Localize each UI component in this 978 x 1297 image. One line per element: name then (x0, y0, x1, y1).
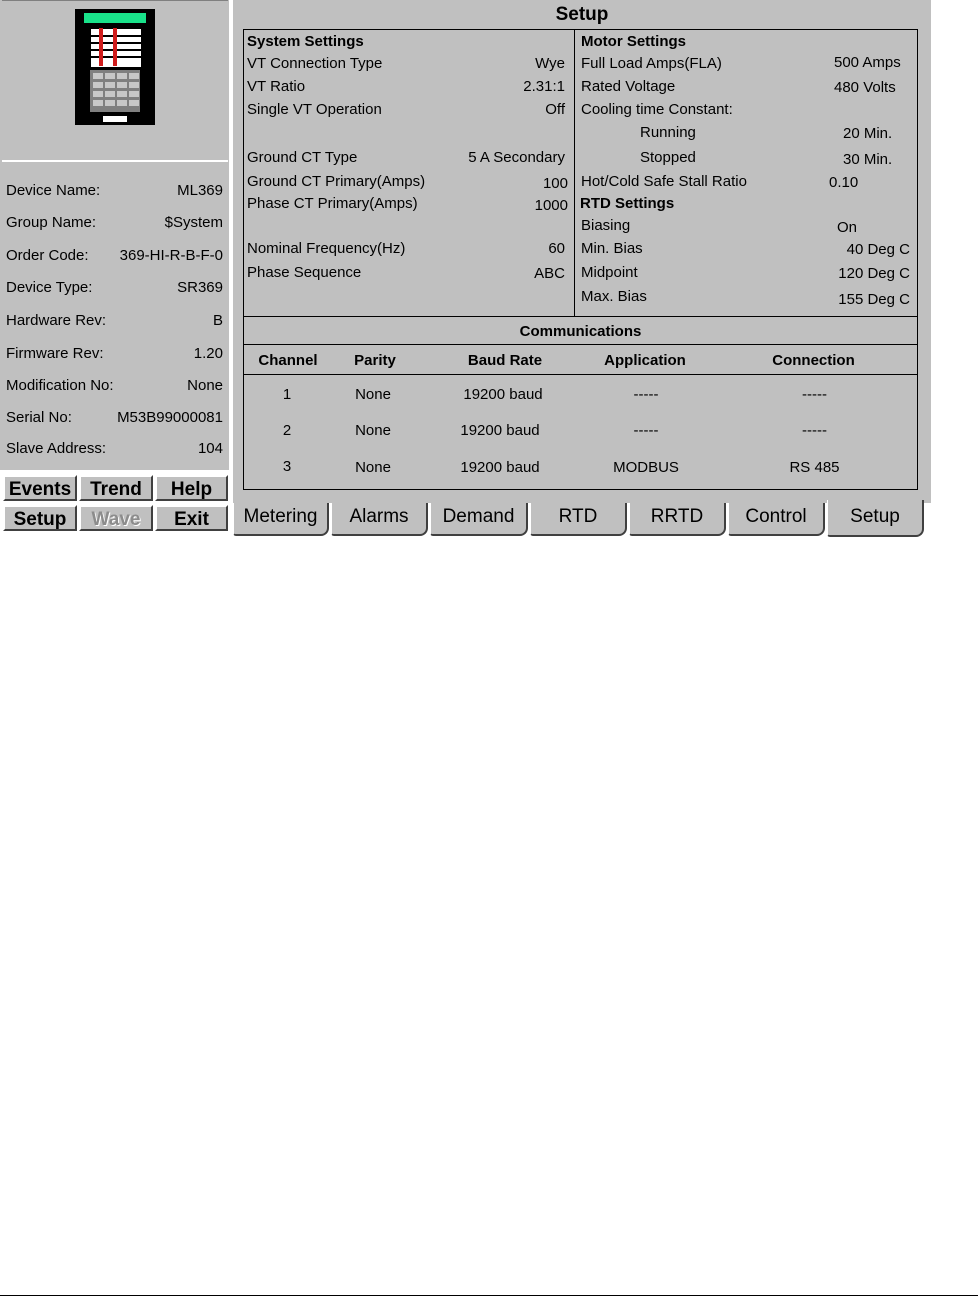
info-label: Firmware Rev: (6, 345, 104, 362)
settings-value: Wye (535, 55, 565, 72)
info-label: Slave Address: (6, 440, 107, 457)
comm-cell-connection: ----- (802, 422, 827, 439)
running-label: Running (640, 124, 696, 141)
rtd-value: On (837, 219, 858, 236)
rtd-value: 155 Deg C (838, 291, 910, 308)
fla-label: Full Load Amps(FLA) (581, 55, 722, 72)
tab-metering[interactable]: Metering (233, 503, 329, 536)
events-button[interactable]: Events (3, 475, 77, 501)
info-group-name (6, 212, 223, 234)
tab-alarms[interactable]: Alarms (331, 503, 428, 536)
communications-heading: Communications (519, 323, 642, 340)
info-value: 1.20 (193, 345, 223, 362)
settings-label: VT Connection Type (247, 55, 383, 72)
wave-button[interactable]: Wave (79, 505, 153, 531)
info-value: ML369 (177, 182, 223, 199)
info-modification-no (6, 375, 223, 397)
info-order-code (6, 245, 223, 267)
settings-value: 1000 (534, 197, 568, 214)
settings-value: Off (545, 101, 565, 118)
stopped-label: Stopped (640, 149, 696, 166)
rtd-value: 40 Deg C (846, 241, 910, 258)
page-title: Setup (555, 4, 609, 25)
relay-device-icon (75, 9, 155, 125)
column-header-application: Application (604, 352, 686, 369)
info-hardware-rev (6, 310, 223, 332)
cooling-label: Cooling time Constant: (581, 101, 733, 118)
settings-value: 100 (542, 175, 568, 192)
column-header-baud-rate: Baud Rate (467, 352, 543, 369)
info-value: None (187, 377, 223, 394)
comm-cell-application: ----- (633, 422, 659, 439)
settings-label: Nominal Frequency(Hz) (247, 240, 406, 257)
column-header-connection: Connection (772, 352, 855, 369)
settings-label: Single VT Operation (247, 101, 382, 118)
voltage-value: 480 Volts (834, 79, 896, 96)
info-value: B (212, 312, 223, 329)
info-value: 104 (197, 440, 223, 457)
tab-rtd[interactable]: RTD (530, 503, 627, 536)
rtd-label: Midpoint (581, 264, 638, 281)
device-image-box (2, 0, 228, 162)
running-value: 20 Min. (843, 125, 893, 142)
rtd-label: Biasing (581, 217, 631, 234)
settings-label: Phase Sequence (247, 264, 362, 281)
comm-cell-connection: RS 485 (789, 459, 840, 476)
system-settings-heading: System Settings (247, 33, 364, 50)
settings-label: Phase CT Primary(Amps) (247, 195, 418, 212)
comm-cell-parity: None (355, 459, 391, 476)
settings-value: 5 A Secondary (468, 149, 565, 166)
info-device-type (6, 277, 223, 299)
device-info-panel (0, 0, 229, 470)
settings-label: VT Ratio (247, 78, 306, 95)
info-label: Modification No: (6, 377, 114, 394)
settings-value: ABC (534, 265, 565, 282)
info-label: Device Type: (6, 279, 93, 296)
comm-cell-channel: 3 (282, 458, 292, 475)
stall-label: Hot/Cold Safe Stall Ratio (581, 173, 747, 190)
info-label: Order Code: (6, 247, 89, 264)
comm-cell-baud: 19200 baud (463, 386, 543, 403)
column-header-parity: Parity (354, 352, 396, 369)
comm-cell-connection: ----- (802, 386, 827, 403)
info-label: Device Name: (6, 182, 101, 199)
comm-cell-baud: 19200 baud (460, 459, 540, 476)
stall-value: 0.10 (829, 174, 859, 191)
info-serial-no (6, 407, 223, 429)
info-slave-address (6, 438, 223, 460)
rtd-value: 120 Deg C (838, 265, 910, 282)
help-button[interactable]: Help (155, 475, 228, 501)
tab-control[interactable]: Control (728, 503, 825, 536)
info-label: Hardware Rev: (6, 312, 107, 329)
tab-demand[interactable]: Demand (430, 503, 528, 536)
fla-value: 500 Amps (834, 54, 901, 71)
settings-value: 60 (548, 240, 565, 257)
info-value: 369-HI-R-B-F-0 (119, 247, 223, 264)
settings-value: 2.31:1 (523, 78, 565, 95)
setup-button[interactable]: Setup (3, 505, 77, 531)
settings-label: Ground CT Type (247, 149, 358, 166)
stopped-value: 30 Min. (843, 151, 893, 168)
info-value: $System (164, 214, 223, 231)
rtd-label: Min. Bias (581, 240, 643, 257)
column-header-channel: Channel (258, 352, 318, 369)
info-value: M53B99000081 (117, 409, 223, 426)
voltage-label: Rated Voltage (581, 78, 676, 95)
comm-cell-application: MODBUS (613, 459, 679, 476)
comm-cell-channel: 2 (282, 422, 292, 439)
rtd-label: Max. Bias (581, 288, 647, 305)
tab-rrtd[interactable]: RRTD (629, 503, 726, 536)
comm-cell-parity: None (355, 386, 391, 403)
info-firmware-rev (6, 343, 223, 365)
settings-label: Ground CT Primary(Amps) (247, 173, 426, 190)
comm-cell-application: ----- (633, 386, 659, 403)
trend-button[interactable]: Trend (79, 475, 153, 501)
info-device-name (6, 180, 223, 202)
info-value: SR369 (177, 279, 223, 296)
exit-button[interactable]: Exit (155, 505, 228, 531)
comm-cell-parity: None (355, 422, 391, 439)
page-bottom-rule (0, 1295, 978, 1296)
motor-settings-heading: Motor Settings (581, 33, 686, 50)
comm-cell-channel: 1 (282, 386, 292, 403)
rtd-settings-heading: RTD Settings (580, 195, 675, 212)
comm-cell-baud: 19200 baud (460, 422, 540, 439)
info-label: Group Name: (6, 214, 97, 231)
info-label: Serial No: (6, 409, 72, 426)
tab-setup[interactable]: Setup (827, 500, 924, 537)
